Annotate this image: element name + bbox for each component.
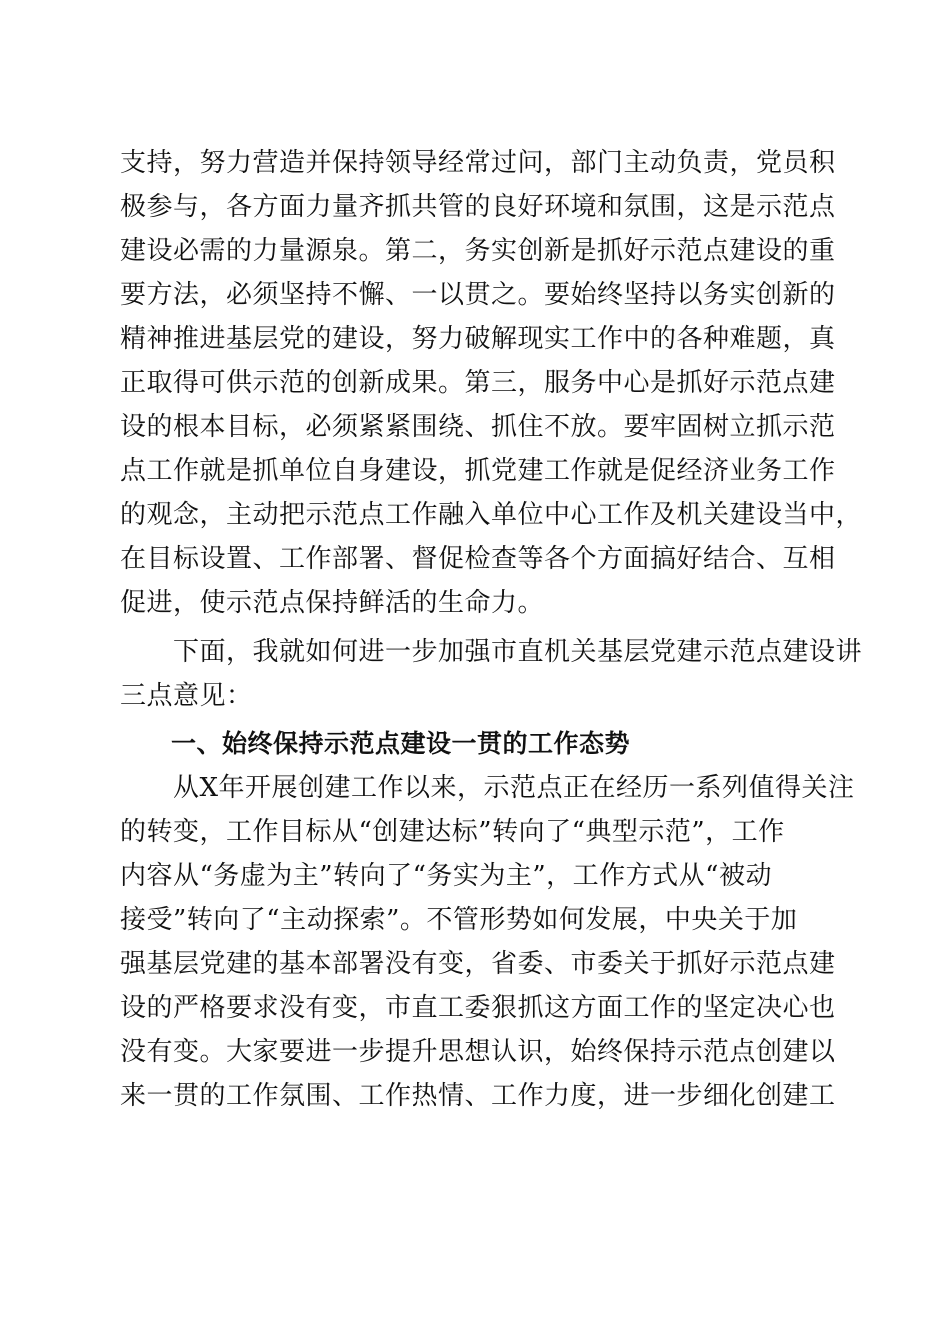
text-line: 支持，努力营造并保持领导经常过问，部门主动负责，党员积 (120, 148, 836, 178)
text-line: 要方法，必须坚持不懈、一以贯之。要始终坚持以务实创新的 (120, 280, 836, 310)
text-line: 正取得可供示范的创新成果。第三，服务中心是抓好示范点建 (120, 368, 836, 398)
text-line: 从X年开展创建工作以来，示范点正在经历一系列值得关注 (120, 773, 855, 803)
text-line: 设的根本目标，必须紧紧围绕、抓住不放。要牢固树立抓示范 (120, 412, 836, 442)
text-line: 建设必需的力量源泉。第二，务实创新是抓好示范点建设的重 (120, 236, 836, 266)
text-line: 下面，我就如何进一步加强市直机关基层党建示范点建设讲 (120, 637, 863, 667)
text-line: 强基层党建的基本部署没有变，省委、市委关于抓好示范点建 (120, 949, 836, 979)
text-line: 点工作就是抓单位自身建设，抓党建工作就是促经济业务工作 (120, 456, 836, 486)
text-line: 没有变。大家要进一步提升思想认识，始终保持示范点创建以 (120, 1037, 836, 1067)
text-line: 促进，使示范点保持鲜活的生命力。 (120, 588, 545, 618)
text-line: 在目标设置、工作部署、督促检查等各个方面搞好结合、互相 (120, 544, 836, 574)
text-line: 内容从“务虚为主”转向了“务实为主”，工作方式从“被动 (120, 861, 772, 891)
text-line: 设的严格要求没有变，市直工委狠抓这方面工作的坚定决心也 (120, 993, 836, 1023)
text-line: 来一贯的工作氛围、工作热情、工作力度，进一步细化创建工 (120, 1081, 836, 1111)
text-line: 的转变，工作目标从“创建达标”转向了“典型示范”，工作 (120, 817, 785, 847)
text-line: 三点意见： (120, 681, 253, 711)
text-line: 极参与，各方面力量齐抓共管的良好环境和氛围，这是示范点 (120, 192, 836, 222)
text-line: 接受”转向了“主动探索”。不管形势如何发展，中央关于加 (120, 905, 798, 935)
text-line: 精神推进基层党的建设，努力破解现实工作中的各种难题，真 (120, 324, 836, 354)
text-line: 的观念，主动把示范点工作融入单位中心工作及机关建设当中， (120, 500, 863, 530)
section-heading: 一、始终保持示范点建设一贯的工作态势 (120, 729, 631, 758)
